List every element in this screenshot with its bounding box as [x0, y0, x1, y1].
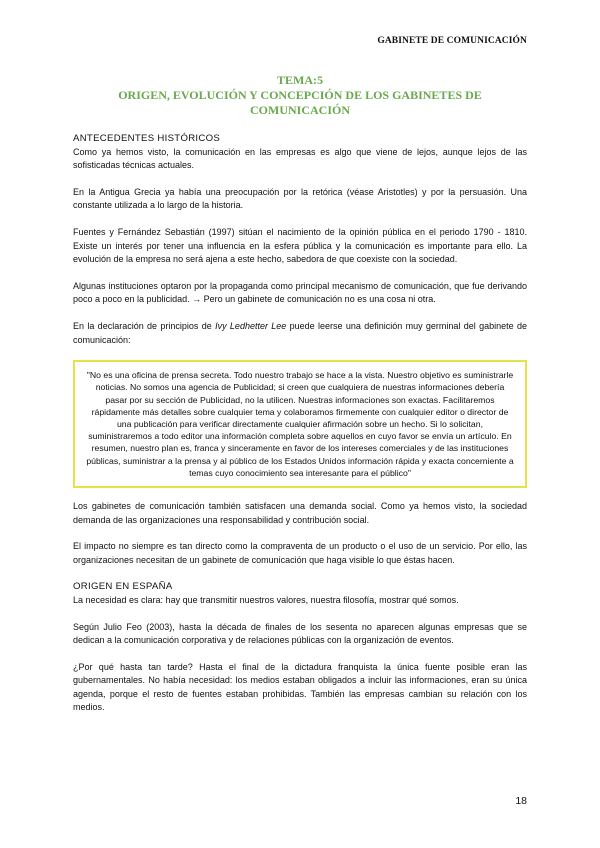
paragraph-5: [73, 320, 527, 347]
quote-text: "No es una oficina de prensa secreta. Todo nuestro trabajo se hace a la vista. Nuestro objetivo es suministrarle noticias. No somos una agencia de Publicidad; si creen que cualquiera de nuestras informaciones debería pasar por su sección de Publicidad, no la utilicen. Nuestras informaciones son exactas. Facilitaremos rápidamente más detalles sobre cualquier tema y colaboramos firmemente con cualquier editor o director de una publicación para verificar directamente cualquier afirmación sobre un hecho. Si lo solicitan, suministraremos a todo editor una información completa sobre aquellos en cuyo favor se envía un artículo. En resumen, nuestro plan es, franca y sinceramente en favor de los intereses comerciales y de las instituciones públicas, suministrar a la prensa y al público de los Estados Unidos información rápida y exacta concerniente a temas cuyo conocimiento sea interesante para el público": [86, 370, 514, 478]
paragraph-5-after: puede leerse una definición muy germinal del gabinete de comunicación:: [73, 320, 527, 345]
paragraph-1: Como ya hemos visto, la comunicación en las empresas es algo que viene de lejos, aunque lejos de las sofisticadas técnicas actuales.: [73, 146, 527, 171]
chapter-title-block: [73, 73, 527, 118]
paragraph-4: Algunas instituciones optaron por la propaganda como principal mecanismo de comunicación, que fue derivando poco a poco en la publicidad. → Pero un gabinete de comunicación no es una cosa ni otra.: [73, 280, 527, 305]
paragraph-2: En la Antigua Grecia ya había una preocupación por la retórica (véase Aristotles) y por la persuasión. Una constante utilizada a lo largo de la historia.: [73, 186, 527, 211]
section-heading-origen: ORIGEN EN ESPAÑA: [73, 581, 173, 593]
page-number: 18: [515, 795, 527, 807]
document-body: [73, 132, 527, 715]
person-name-ivy-lee: Ivy Ledhetter Lee: [215, 320, 287, 331]
chapter-title-line-2: COMUNICACIÓN: [250, 103, 350, 117]
paragraph-9: Según Julio Feo (2003), hasta la década de finales de los sesenta no aparecen algunas empresas que se dedican a la comunicación corporativa y de relaciones públicas con la organización de eventos.: [73, 621, 527, 646]
quote-box: [73, 360, 527, 488]
paragraph-10: ¿Por qué hasta tan tarde? Hasta el final de la dictadura franquista la única fuente posible eran las gubernamentales. No había necesidad: los medios estaban obligados a incluir las informaciones, eran su única agenda, porque el resto de fuentes estaban prohibidas. También las empresas cambian su relación con los medios.: [73, 661, 527, 713]
chapter-number: TEMA:5: [277, 73, 323, 87]
paragraph-8: La necesidad es clara: hay que transmitir nuestros valores, nuestra filosofía, mostrar qué somos.: [73, 594, 459, 605]
paragraph-3: Fuentes y Fernández Sebastián (1997) sitúan el nacimiento de la opinión pública en el periodo 1790 - 1810. Existe un interés por tener una influencia en la esfera pública y la comunicación es importante para ello. La evolución de la empresa no será ajena a este hecho, sabedora de que coexiste con la sociedad.: [73, 226, 527, 265]
chapter-title-line-1: ORIGEN, EVOLUCIÓN Y CONCEPCIÓN DE LOS GABINETES DE: [118, 88, 482, 102]
section-heading-antecedentes: ANTECEDENTES HISTÓRICOS: [73, 133, 221, 144]
page-header: GABINETE DE COMUNICACIÓN: [377, 36, 527, 46]
paragraph-7: El impacto no siempre es tan directo como la compraventa de un producto o el uso de un servicio. Por ello, las organizaciones necesitan de un gabinete de comunicación que haga visible lo que éstas hacen.: [73, 541, 527, 565]
paragraph-6: Los gabinetes de comunicación también satisfacen una demanda social. Como ya hemos visto, la sociedad demanda de las organizaciones una responsabilidad y contribución social.: [73, 500, 527, 525]
paragraph-5-before: En la declaración de principios de: [73, 320, 216, 331]
